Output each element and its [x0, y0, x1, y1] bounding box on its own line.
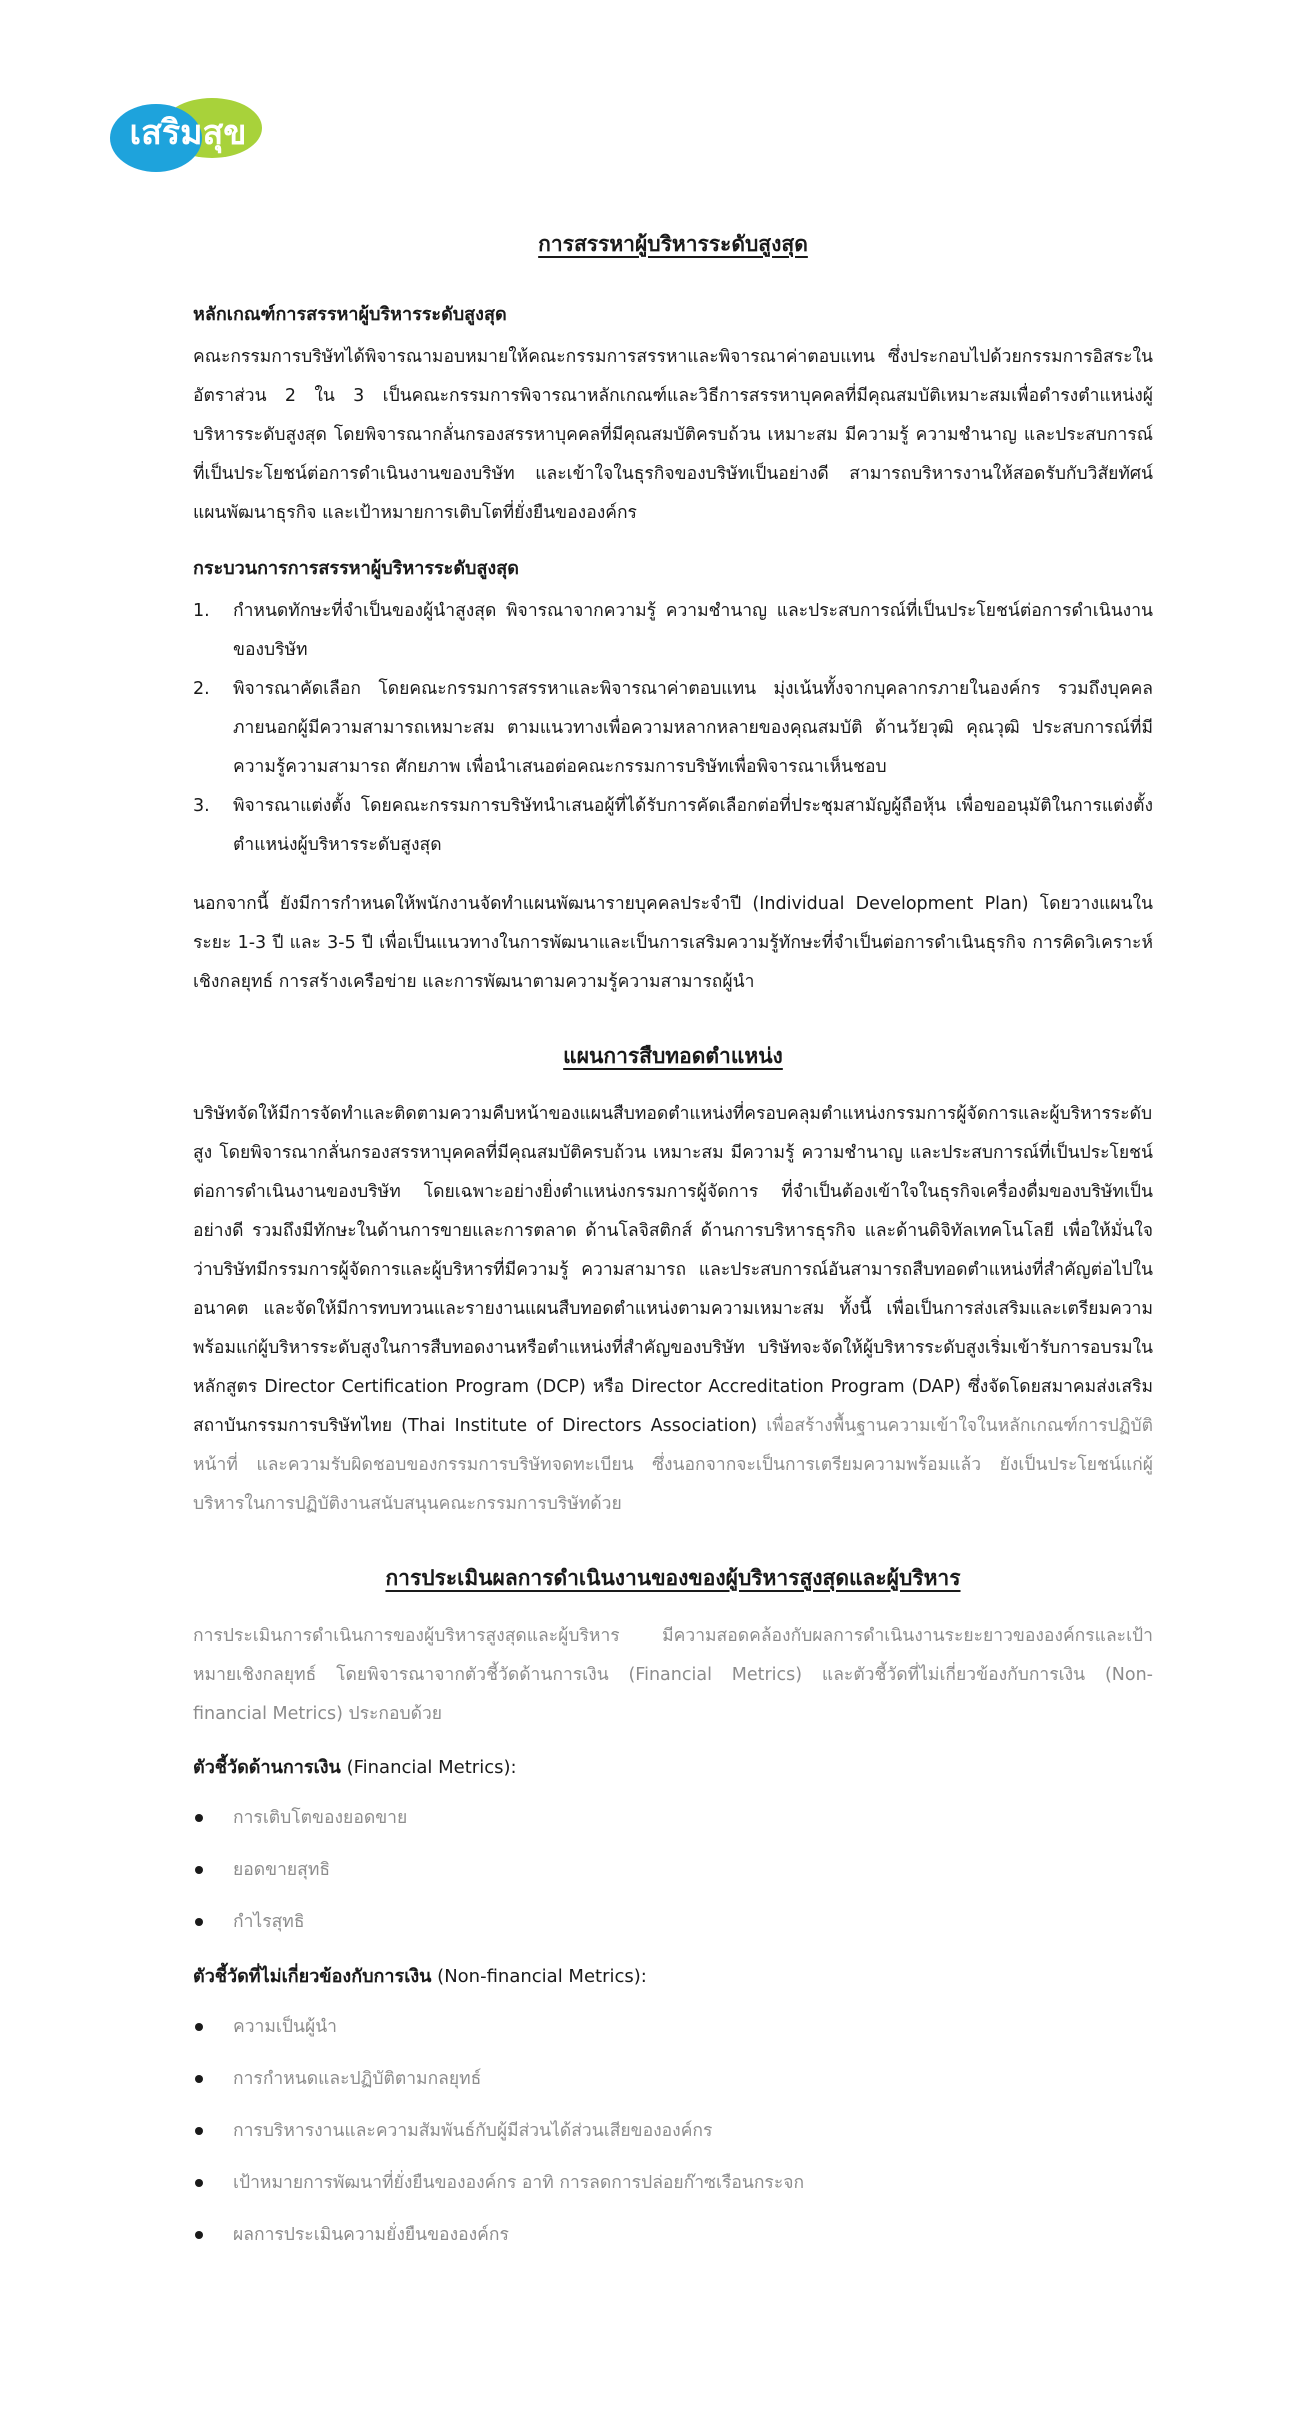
- process-step: [193, 670, 1153, 787]
- nonfinancial-metrics-list: [193, 2014, 1153, 2248]
- process-step: [193, 592, 1153, 670]
- nonfinancial-heading-th: ตัวชี้วัดที่ไม่เกี่ยวข้องกับการเงิน: [193, 1966, 432, 1987]
- bullet-dot-icon: [195, 1866, 203, 1874]
- step-text: พิจารณาแต่งตั้ง โดยคณะกรรมการบริษัทนำเสนอผู้ที่ได้รับการคัดเลือกต่อที่ประชุมสามัญผู้ถือหุ้น เพื่อขออนุมัติในการแต่งตั้งตำแหน่งผู้บริหารระดับสูงสุด: [233, 796, 1153, 855]
- bullet-dot-icon: [195, 2075, 203, 2083]
- financial-heading-th: ตัวชี้วัดด้านการเงิน: [193, 1757, 341, 1778]
- bullet-dot-icon: [195, 1918, 203, 1926]
- step-text: พิจารณาคัดเลือก โดยคณะกรรมการสรรหาและพิจารณาค่าตอบแทน มุ่งเน้นทั้งจากบุคลากรภายในองค์กร รวมถึงบุคคลภายนอกผู้มีความสามารถเหมาะสม ตามแนวทางเพื่อความหลากหลายของคุณสมบัติ ด้านวัยวุฒิ คุณวุฒิ ประสบการณ์ที่มีความรู้ความสามารถ ศักยภาพ เพื่อนำเสนอต่อคณะกรรมการบริษัทเพื่อพิจารณาเห็นชอบ: [233, 679, 1153, 777]
- step-number: 2.: [193, 679, 210, 699]
- list-item-text: ยอดขายสุทธิ: [233, 1860, 331, 1880]
- nonfinancial-metrics-heading: [193, 1961, 1153, 1990]
- bullet-dot-icon: [195, 2231, 203, 2239]
- list-item-text: ความเป็นผู้นำ: [233, 2017, 337, 2037]
- bullet-dot-icon: [195, 2127, 203, 2135]
- process-step: [193, 787, 1153, 865]
- criteria-paragraph: คณะกรรมการบริษัทได้พิจารณามอบหมายให้คณะกรรมการสรรหาและพิจารณาค่าตอบแทน ซึ่งประกอบไปด้วยกรรมการอิสระในอัตราส่วน 2 ใน 3 เป็นคณะกรรมการพิจารณาหลักเกณฑ์และวิธีการสรรหาบุคคลที่มีคุณสมบัติเหมาะสมเพื่อดำรงตำแหน่งผู้บริหารระดับสูงสุด โดยพิจารณากลั่นกรองสรรหาบุคคลที่มีคุณสมบัติครบถ้วน เหมาะสม มีความรู้ ความชำนาญ และประสบการณ์ที่เป็นประโยชน์ต่อการดำเนินงานของบริษัท และเข้าใจในธุรกิจของบริษัทเป็นอย่างดี สามารถบริหารงานให้สอดรับกับวิสัยทัศน์ แผนพัฒนาธุรกิจ และเป้าหมายการเติบโตที่ยั่งยืนขององค์กร: [193, 347, 1153, 523]
- bullet-dot-icon: [195, 1814, 203, 1822]
- succession-text-muted: เพื่อสร้างพื้นฐานความเข้าใจในหลักเกณฑ์การปฏิบัติหน้าที่ และความรับผิดชอบของกรรมการบริษัทจดทะเบียน ซึ่งนอกจากจะเป็นการเตรียมความพร้อมแล้ว ยังเป็นประโยชน์แก่ผู้บริหารในการปฏิบัติงานสนับสนุนคณะกรรมการบริษัทด้วย: [193, 1416, 1153, 1514]
- nonfinancial-heading-en: (Non-financial Metrics):: [431, 1966, 647, 1987]
- idp-paragraph: นอกจากนี้ ยังมีการกำหนดให้พนักงานจัดทำแผนพัฒนารายบุคคลประจำปี (Individual Development Plan) โดยวางแผนในระยะ 1-3 ปี และ 3-5 ปี เพื่อเป็นแนวทางในการพัฒนาและเป็นการเสริมความรู้ทักษะที่จำเป็นต่อการดำเนินธุรกิจ การคิดวิเคราะห์เชิงกลยุทธ์ การสร้างเครือข่าย และการพัฒนาตามความรู้ความสามารถผู้นำ: [193, 894, 1153, 992]
- step-text: กำหนดทักษะที่จำเป็นของผู้นำสูงสุด พิจารณาจากความรู้ ความชำนาญ และประสบการณ์ที่เป็นประโยชน์ต่อการดำเนินงานของบริษัท: [233, 601, 1153, 660]
- logo-icon: [108, 92, 266, 176]
- financial-metrics-heading: [193, 1752, 1153, 1781]
- step-number: 3.: [193, 796, 210, 816]
- serm-suk-logo: [108, 92, 266, 176]
- section-title-evaluation: การประเมินผลการดำเนินงานของของผู้บริหารสูงสุดและผู้บริหาร: [385, 1566, 961, 1590]
- list-item: [193, 2170, 1153, 2196]
- evaluation-intro: การประเมินการดำเนินการของผู้บริหารสูงสุดและผู้บริหาร มีความสอดคล้องกับผลการดำเนินงานระยะยาวขององค์กรและเป้าหมายเชิงกลยุทธ์ โดยพิจารณาจากตัวชี้วัดด้านการเงิน (Financial Metrics) และตัวชี้วัดที่ไม่เกี่ยวข้องกับการเงิน (Non-financial Metrics) ประกอบด้วย: [193, 1626, 1153, 1724]
- list-item: [193, 1805, 1153, 1831]
- list-item-text: การเติบโตของยอดขาย: [233, 1808, 408, 1828]
- section-title-recruitment: การสรรหาผู้บริหารระดับสูงสุด: [538, 232, 808, 256]
- step-number: 1.: [193, 601, 210, 621]
- financial-heading-en: (Financial Metrics):: [340, 1757, 517, 1778]
- list-item: [193, 2222, 1153, 2248]
- section-title-succession: แผนการสืบทอดตำแหน่ง: [563, 1044, 783, 1068]
- list-item: [193, 2014, 1153, 2040]
- list-item: [193, 2118, 1153, 2144]
- list-item: [193, 2066, 1153, 2092]
- succession-paragraph: [193, 1095, 1153, 1524]
- process-heading: กระบวนการการสรรหาผู้บริหารระดับสูงสุด: [193, 558, 519, 579]
- succession-text-main: บริษัทจัดให้มีการจัดทำและติดตามความคืบหน้าของแผนสืบทอดตำแหน่งที่ครอบคลุมตำแหน่งกรรมการผู้จัดการและผู้บริหารระดับสูง โดยพิจารณากลั่นกรองสรรหาบุคคลที่มีคุณสมบัติครบถ้วน เหมาะสม มีความรู้ ความชำนาญ และประสบการณ์ที่เป็นประโยชน์ต่อการดำเนินงานของบริษัท โดยเฉพาะอย่างยิ่งตำแหน่งกรรมการผู้จัดการ ที่จำเป็นต้องเข้าใจในธุรกิจเครื่องดื่มของบริษัทเป็นอย่างดี รวมถึงมีทักษะในด้านการขายและการตลาด ด้านโลจิสติกส์ ด้านการบริหารธุรกิจ และด้านดิจิทัลเทคโนโลยี เพื่อให้มั่นใจว่าบริษัทมีกรรมการผู้จัดการและผู้บริหารที่มีความรู้ ความสามารถ และประสบการณ์อันสามารถสืบทอดตำแหน่งที่สำคัญต่อไปในอนาคต และจัดให้มีการทบทวนและรายงานแผนสืบทอดตำแหน่งตามความเหมาะสม ทั้งนี้ เพื่อเป็นการส่งเสริมและเตรียมความพร้อมแก่ผู้บริหารระดับสูงในการสืบทอดงานหรือตำแหน่งที่สำคัญของบริษัท บริษัทจะจัดให้ผู้บริหารระดับสูงเริ่มเข้ารับการอบรมในหลักสูตร Director Certification Program (DCP) หรือ Director Accreditation Program (DAP) ซึ่งจัดโดยสมาคมส่งเสริมสถาบันกรรมการบริษัทไทย (Thai Institute of Directors Association): [193, 1104, 1153, 1436]
- list-item: [193, 1857, 1153, 1883]
- list-item: [193, 1909, 1153, 1935]
- list-item-text: กำไรสุทธิ: [233, 1912, 305, 1932]
- list-item-text: เป้าหมายการพัฒนาที่ยั่งยืนขององค์กร อาทิ การลดการปล่อยก๊าซเรือนกระจก: [233, 2173, 805, 2193]
- svg-text:เสริมสุข: เสริมสุข: [129, 113, 247, 153]
- list-item-text: การบริหารงานและความสัมพันธ์กับผู้มีส่วนได้ส่วนเสียขององค์กร: [233, 2121, 713, 2141]
- list-item-text: การกำหนดและปฏิบัติตามกลยุทธ์: [233, 2069, 482, 2089]
- process-steps-list: [193, 592, 1153, 865]
- list-item-text: ผลการประเมินความยั่งยืนขององค์กร: [233, 2225, 509, 2245]
- criteria-heading: หลักเกณฑ์การสรรหาผู้บริหารระดับสูงสุด: [193, 304, 507, 325]
- bullet-dot-icon: [195, 2023, 203, 2031]
- main-content: [193, 220, 1153, 2274]
- bullet-dot-icon: [195, 2179, 203, 2187]
- financial-metrics-list: [193, 1805, 1153, 1935]
